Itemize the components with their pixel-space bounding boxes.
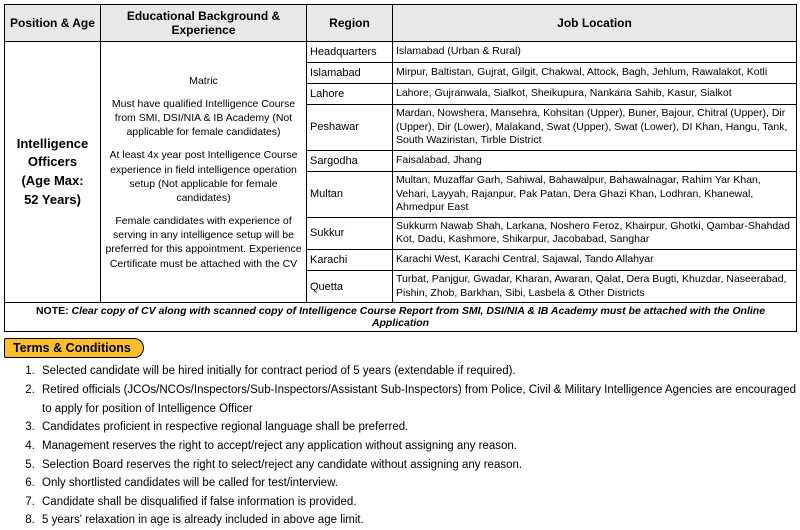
cell-region: Karachi	[307, 250, 393, 271]
list-item: 7. Candidate shall be disqualified if false information is provided.	[38, 493, 796, 512]
cell-note	[5, 303, 797, 332]
education-item-1: Matric	[189, 74, 218, 87]
table-header	[5, 5, 797, 42]
position-line-1: Intelligence	[16, 135, 89, 151]
position-line-2: Officers	[27, 154, 78, 170]
list-item: 4. Management reserves the right to accept/reject any application without assigning any reason.	[38, 437, 796, 456]
cell-region: Multan	[307, 171, 393, 217]
cell-job-location: Faisalabad, Jhang	[393, 150, 797, 171]
cell-region: Headquarters	[307, 42, 393, 63]
table-note-row	[5, 303, 797, 332]
cell-job-location: Mirpur, Baltistan, Gujrat, Gilgit, Chakwal, Attock, Bagh, Jehlum, Rawalakot, Kotli	[393, 63, 797, 84]
table-header-row	[5, 5, 797, 42]
education-item-4: Female candidates with experience of serving in any intelligence setup will be preferred for this appointment. Experience Certificate must be attached with the CV	[105, 215, 302, 270]
cell-region: Sargodha	[307, 150, 393, 171]
header-position-age: Position & Age	[5, 5, 101, 42]
terms-list	[4, 362, 796, 530]
cell-job-location: Karachi West, Karachi Central, Sajawal, Tando Allahyar	[393, 250, 797, 271]
list-item: 2. Retired officials (JCOs/NCOs/Inspectors/Sub-Inspectors/Assistant Sub-Inspectors) from Police, Civil & Military Intelligence Agencies are encouraged to apply for position of Intelligence Officer	[38, 381, 796, 418]
terms-and-conditions-title: Terms & Conditions	[4, 338, 144, 358]
education-item-3: At least 4x year post Intelligence Course experience in field intelligence operation setup (Not applicable for female candidates)	[109, 149, 298, 204]
cell-region: Peshawar	[307, 105, 393, 151]
note-label: NOTE:	[35, 305, 69, 318]
table-row	[5, 42, 797, 63]
header-job-location: Job Location	[393, 5, 797, 42]
cell-position-age	[5, 42, 101, 303]
cell-job-location: Sukkurm Nawab Shah, Larkana, Noshero Feroz, Khairpur, Ghotki, Qambar-Shahdad Kot, Dadu, Kashmore, Shikarpur, Jacobabad, Sanghar	[393, 217, 797, 249]
education-item-2: Must have qualified Intelligence Course from SMI, DSI/NIA & IB Academy (Not applicable for female candidates)	[111, 97, 296, 139]
cell-region: Quetta	[307, 271, 393, 303]
cell-region: Lahore	[307, 84, 393, 105]
header-region: Region	[307, 5, 393, 42]
list-item: 3. Candidates proficient in respective regional language shall be preferred.	[38, 418, 796, 437]
position-line-4: 52 Years)	[24, 192, 81, 208]
cell-region: Sukkur	[307, 217, 393, 249]
cell-job-location: Lahore, Gujranwala, Sialkot, Sheikupura, Nankana Sahib, Kasur, Sialkot	[393, 84, 797, 105]
cell-job-location: Mardan, Nowshera, Mansehra, Kohsitan (Upper), Buner, Bajour, Chitral (Upper), Dir (Upper), Dir (Lower), Malakand, Swat (Upper), Swat (Lower), DI Khan, Hangu, Tank, South Waziristan, Tirble District	[393, 105, 797, 151]
cell-job-location: Islamabad (Urban & Rural)	[393, 42, 797, 63]
list-item: 1. Selected candidate will be hired initially for contract period of 5 years (extendable if required).	[38, 362, 796, 381]
list-item: 8. 5 years' relaxation in age is already included in above age limit.	[38, 511, 796, 530]
jobs-table	[4, 4, 797, 332]
cell-region: Islamabad	[307, 63, 393, 84]
list-item: 6. Only shortlisted candidates will be called for test/interview.	[38, 474, 796, 493]
cell-job-location: Multan, Muzaffar Garh, Sahiwal, Bahawalpur, Bahawalnagar, Rahim Yar Khan, Vehari, Layyah, Rajanpur, Pak Patan, Dera Ghazi Khan, Lodhran, Khanewal, Ahmedpur East	[393, 171, 797, 217]
note-text: Clear copy of CV along with scanned copy of Intelligence Course Report from SMI, DSI/NIA & IB Academy must be attached with the Online Application	[71, 305, 766, 330]
cell-job-location: Turbat, Panjgur, Gwadar, Kharan, Awaran, Qalat, Dera Bugti, Khuzdar, Naseerabad, Pishin, Zhob, Barkhan, Sibi, Lasbela & Other Districts	[393, 271, 797, 303]
cell-education-experience	[101, 42, 307, 303]
header-education-experience: Educational Background & Experience	[101, 5, 307, 42]
table-body	[5, 42, 797, 332]
position-line-3: (Age Max:	[21, 173, 84, 189]
list-item: 5. Selection Board reserves the right to select/reject any candidate without assigning any reason.	[38, 456, 796, 475]
